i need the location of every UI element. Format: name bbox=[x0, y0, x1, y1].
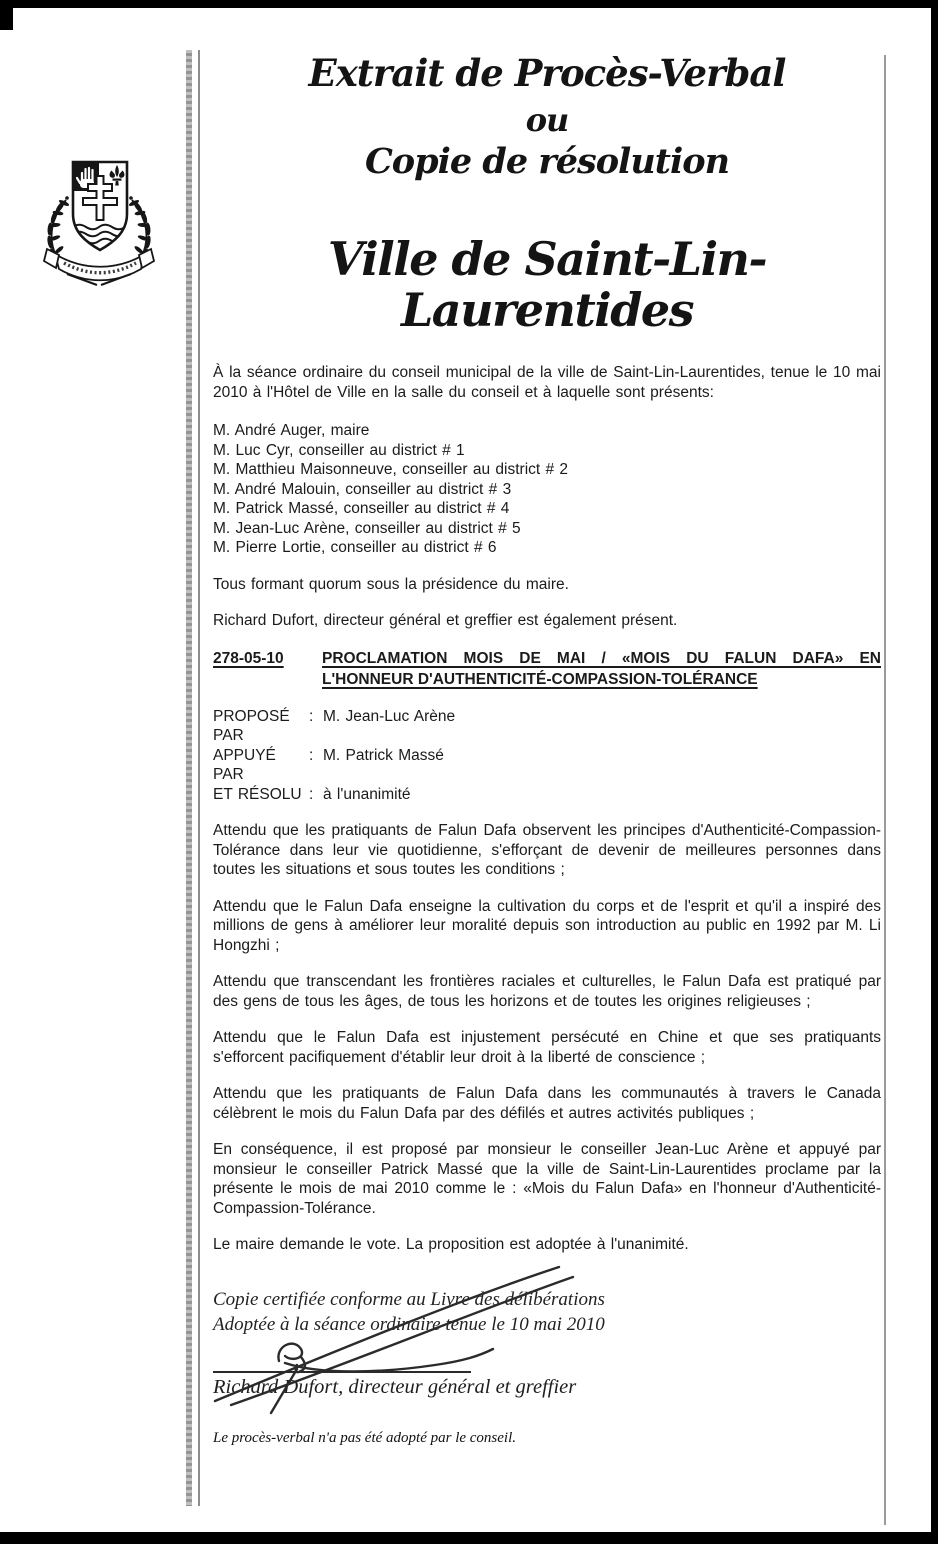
resolution-number: 278-05-10 bbox=[213, 649, 284, 667]
proposed-by-value: M. Jean-Luc Arène bbox=[323, 707, 456, 725]
document-kind-line1: Extrait de Procès-Verbal bbox=[308, 51, 786, 95]
member-row: M. Jean-Luc Arène, conseiller au district # 5 bbox=[213, 519, 521, 537]
resolution-heading bbox=[213, 648, 881, 690]
resolution-title-line2: L'HONNEUR D'AUTHENTICITÉ-COMPASSION-TOLÉRANCE bbox=[322, 670, 758, 688]
whereas-paragraph: Attendu que les pratiquants de Falun Dafa observent les principes d'Authenticité-Compassion-Tolérance dans leur vie quotidienne, s'efforçant de devenir de meilleures personnes dans toutes les situations et sous toutes les conditions ; bbox=[213, 822, 881, 879]
whereas-paragraph: Attendu que les pratiquants de Falun Dafa dans les communautés à travers le Canada célèbrent le mois du Falun Dafa par des défilés et autres activités publiques ; bbox=[213, 1085, 881, 1122]
member-row: M. Matthieu Maisonneuve, conseiller au district # 2 bbox=[213, 461, 569, 479]
certification-line2: Adoptée à la séance ordinaire tenue le 10 mai 2010 bbox=[213, 1313, 605, 1335]
signatory-name: Richard Dufort, directeur général et greffier bbox=[213, 1375, 577, 1398]
certification-line1: Copie certifiée conforme au Livre des délibérations bbox=[213, 1288, 605, 1310]
footer-note: Le procès-verbal n'a pas été adopté par le conseil. bbox=[213, 1429, 517, 1446]
resolution-title-line1: PROCLAMATION MOIS DE MAI / «MOIS DU FALUN DAFA» EN bbox=[322, 649, 881, 667]
colon: : bbox=[309, 785, 314, 803]
proposed-by-row bbox=[213, 707, 881, 746]
quorum-statement: Tous formant quorum sous la présidence du maire. bbox=[213, 575, 569, 593]
member-row: M. André Auger, maire bbox=[213, 422, 370, 440]
certification-block bbox=[213, 1287, 881, 1451]
resolution-title bbox=[322, 648, 881, 690]
whereas-paragraph: Attendu que le Falun Dafa enseigne la cultivation du corps et de l'esprit et qu'il a inspiré des millions de gens à améliorer leur moralité depuis son introduction au public en 1992 par M. Li Hongzhi ; bbox=[213, 897, 881, 954]
member-row: M. Patrick Massé, conseiller au district # 4 bbox=[213, 500, 510, 518]
resolved-value: à l'unanimité bbox=[323, 785, 411, 803]
colon: : bbox=[309, 746, 314, 764]
signature-line bbox=[213, 1371, 471, 1373]
motion-block bbox=[213, 707, 881, 805]
resolved-label: ET RÉSOLU bbox=[213, 785, 302, 803]
session-intro-paragraph: À la séance ordinaire du conseil municipal de la ville de Saint-Lin-Laurentides, tenue le 10 mai 2010 à l'Hôtel de Ville en la salle du conseil et à laquelle sont présents: bbox=[213, 364, 881, 401]
page-edge-line-right bbox=[884, 55, 886, 1525]
colon: : bbox=[309, 707, 314, 725]
scan-border-right bbox=[931, 0, 938, 1544]
coat-of-arms-icon bbox=[33, 148, 165, 290]
document-kind-separator: ou bbox=[525, 100, 569, 139]
seconded-by-label: APPUYÉ PAR bbox=[213, 746, 276, 784]
seconded-by-row bbox=[213, 746, 881, 785]
vote-result-paragraph: Le maire demande le vote. La proposition est adoptée à l'unanimité. bbox=[213, 1236, 689, 1254]
seconded-by-value: M. Patrick Massé bbox=[323, 746, 444, 764]
council-members-list bbox=[213, 421, 881, 558]
scan-border-corner bbox=[0, 0, 13, 30]
clerk-present-statement: Richard Dufort, directeur général et greffier est également présent. bbox=[213, 612, 678, 630]
document-content bbox=[213, 0, 881, 1451]
member-row: M. Pierre Lortie, conseiller au district # 6 bbox=[213, 539, 497, 557]
member-row: M. Luc Cyr, conseiller au district # 1 bbox=[213, 441, 465, 459]
consequence-paragraph: En conséquence, il est proposé par monsieur le conseiller Jean-Luc Arène et appuyé par monsieur le conseiller Patrick Massé que la ville de Saint-Lin-Laurentides proclame par la présente le mois de mai 2010 comme le : «Mois du Falun Dafa» en l'honneur d'Authenticité-Compassion-Tolérance. bbox=[213, 1141, 881, 1217]
page-binding-line-thin bbox=[198, 50, 200, 1506]
whereas-paragraph: Attendu que transcendant les frontières raciales et culturelles, le Falun Dafa est pratiqué par des gens de tous les âges, de tous les horizons et de toutes les origines religieuses ; bbox=[213, 973, 881, 1010]
whereas-paragraph: Attendu que le Falun Dafa est injustement persécuté en Chine et que ses pratiquants s'efforcent pacifiquement d'établir leur droit à la liberté de conscience ; bbox=[213, 1029, 881, 1066]
resolved-row bbox=[213, 785, 881, 805]
member-row: M. André Malouin, conseiller au district # 3 bbox=[213, 480, 512, 498]
motto-banner bbox=[44, 249, 154, 285]
document-kind-line2: Copie de résolution bbox=[364, 140, 730, 182]
page-binding-line-thick bbox=[186, 50, 192, 1506]
city-title: Ville de Saint-Lin-Laurentides bbox=[327, 231, 767, 337]
scan-border-bottom bbox=[0, 1532, 938, 1544]
proposed-by-label: PROPOSÉ PAR bbox=[213, 707, 290, 745]
